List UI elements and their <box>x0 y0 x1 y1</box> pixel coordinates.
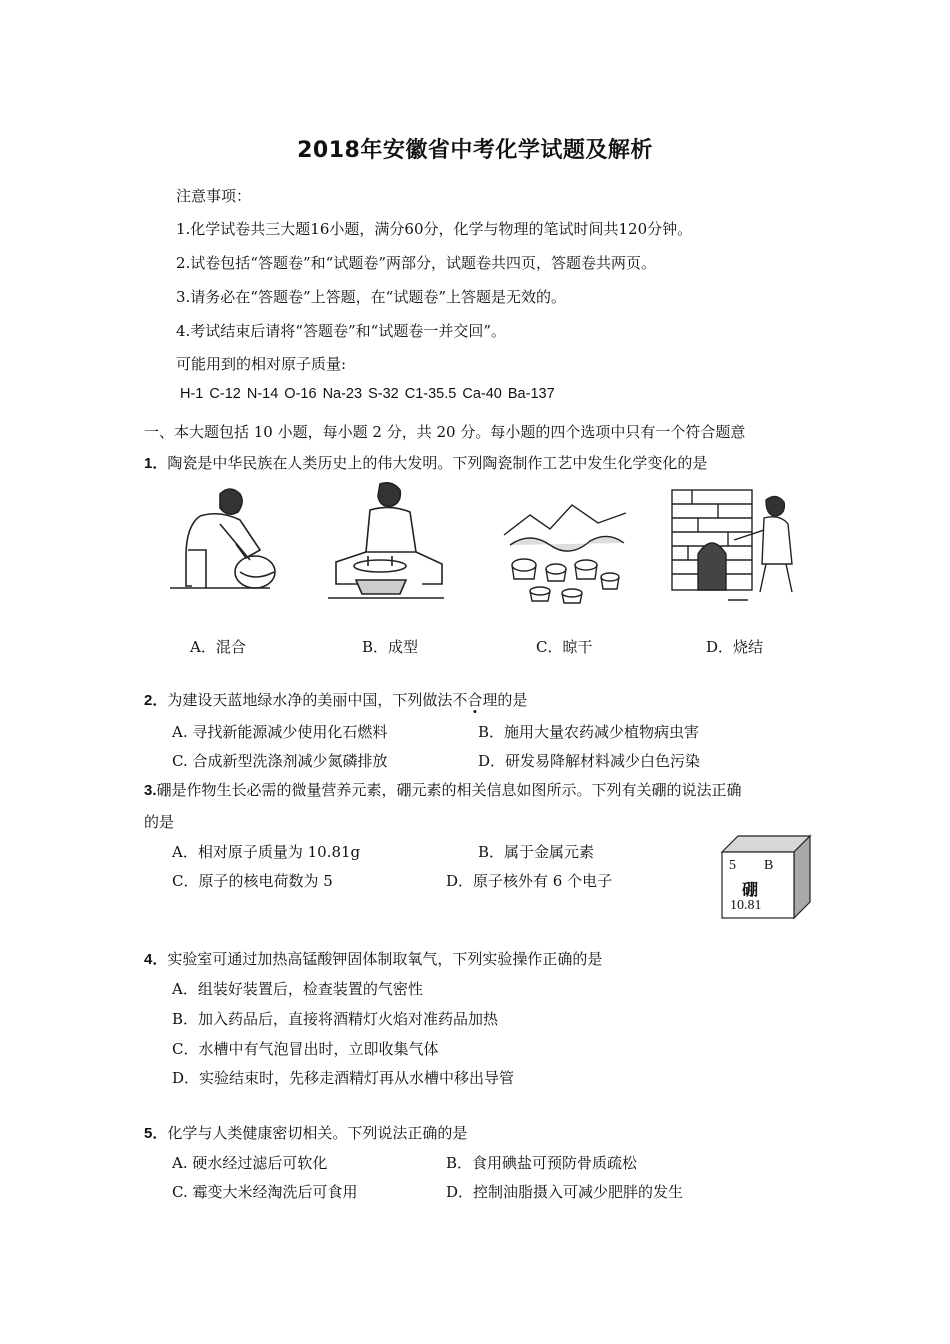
pottery-shaping-illustration <box>320 480 450 605</box>
q1-option-d[interactable]: D．烧结 <box>706 638 764 656</box>
element-name: 硼 <box>742 880 759 899</box>
question-4 <box>144 948 602 969</box>
q2-option-d[interactable]: D．研发易降解材料减少白色污染 <box>478 752 701 770</box>
pottery-firing-illustration <box>668 484 800 606</box>
question-number: 2． <box>144 692 168 709</box>
section-heading: 一、本大题包括 10 小题，每小题 2 分，共 20 分。每小题的四个选项中只有一个符合题意 <box>144 423 746 441</box>
element-symbol: B <box>764 858 774 873</box>
boron-element-card <box>720 834 812 920</box>
question-number: 1． <box>144 455 168 472</box>
question-5 <box>144 1122 467 1143</box>
q5-option-c[interactable]: C. 霉变大米经淘洗后可食用 <box>172 1183 358 1201</box>
note-item-1: 1.化学试卷共三大题16小题，满分60分，化学与物理的笔试时间共120分钟。 <box>176 220 693 238</box>
question-number: 5． <box>144 1125 168 1142</box>
q4-option-c[interactable]: C．水槽中有气泡冒出时，立即收集气体 <box>172 1040 439 1058</box>
q5-option-d[interactable]: D．控制油脂摄入可减少肥胖的发生 <box>446 1183 684 1201</box>
q3-option-c[interactable]: C．原子的核电荷数为 5 <box>172 872 333 890</box>
q4-option-a[interactable]: A．组装好装置后，检查装置的气密性 <box>172 980 423 998</box>
q5-option-a[interactable]: A. 硬水经过滤后可软化 <box>172 1154 328 1172</box>
q3-option-b[interactable]: B．属于金属元素 <box>478 843 595 861</box>
q1-option-c[interactable]: C．晾干 <box>536 638 593 656</box>
emphasis-text <box>452 691 497 709</box>
masses-heading: 可能用到的相对原子质量: <box>176 355 347 373</box>
question-2 <box>144 689 527 710</box>
notes-heading: 注意事项： <box>176 187 252 205</box>
question-text: 硼是作物生长必需的微量营养元素，硼元素的相关信息如图所示。下列有关硼的说法正确 <box>156 781 742 799</box>
question-text-end: 的是 <box>497 691 528 709</box>
atomic-number: 5 <box>729 858 736 873</box>
q4-option-b[interactable]: B．加入药品后，直接将酒精灯火焰对准药品加热 <box>172 1010 499 1028</box>
q3-option-a[interactable]: A．相对原子质量为 10.81g <box>172 843 361 861</box>
question-3 <box>144 779 742 800</box>
q2-option-a[interactable]: A. 寻找新能源减少使用化石燃料 <box>172 723 388 741</box>
note-item-4: 4.考试结束后请将“答题卷”和“试题卷一并交回”。 <box>176 322 506 340</box>
question-text: 为建设天蓝地绿水净的美丽中国，下列做法 <box>167 691 453 709</box>
pottery-mixing-illustration <box>160 480 280 605</box>
note-item-3: 3.请务必在“答题卷”上答题，在“试题卷”上答题是无效的。 <box>176 288 566 306</box>
atomic-mass: 10.81 <box>730 898 762 913</box>
question-number: 4． <box>144 951 168 968</box>
q3-option-d[interactable]: D．原子核外有 6 个电子 <box>446 872 613 890</box>
q4-option-d[interactable]: D．实验结束时，先移走酒精灯再从水槽中移出导管 <box>172 1069 515 1087</box>
question-1 <box>144 452 707 473</box>
q2-option-c[interactable]: C. 合成新型洗涤剂减少氮磷排放 <box>172 752 388 770</box>
question-3-continued: 的是 <box>144 813 175 831</box>
question-text: 化学与人类健康密切相关。下列说法正确的是 <box>167 1124 468 1142</box>
dotted-emphasis: 不合理 <box>452 691 498 709</box>
page-title: 2018年安徽省中考化学试题及解析 <box>297 138 653 163</box>
question-number: 3. <box>144 782 157 799</box>
note-item-2: 2.试卷包括“答题卷”和“试题卷”两部分，试题卷共四页，答题卷共两页。 <box>176 254 656 272</box>
question-text: 实验室可通过加热高锰酸钾固体制取氧气，下列实验操作正确的是 <box>167 950 603 968</box>
q1-option-a[interactable]: A．混合 <box>190 638 246 656</box>
q5-option-b[interactable]: B．食用碘盐可预防骨质疏松 <box>446 1154 638 1172</box>
pottery-drying-illustration <box>500 495 630 610</box>
q2-option-b[interactable]: B．施用大量农药减少植物病虫害 <box>478 723 700 741</box>
q1-option-b[interactable]: B．成型 <box>362 638 419 656</box>
question-text: 陶瓷是中华民族在人类历史上的伟大发明。下列陶瓷制作工艺中发生化学变化的是 <box>167 454 708 472</box>
atomic-masses: H-1 C-12 N-14 O-16 Na-23 S-32 C1-35.5 Ca-40 Ba-137 <box>180 386 555 402</box>
